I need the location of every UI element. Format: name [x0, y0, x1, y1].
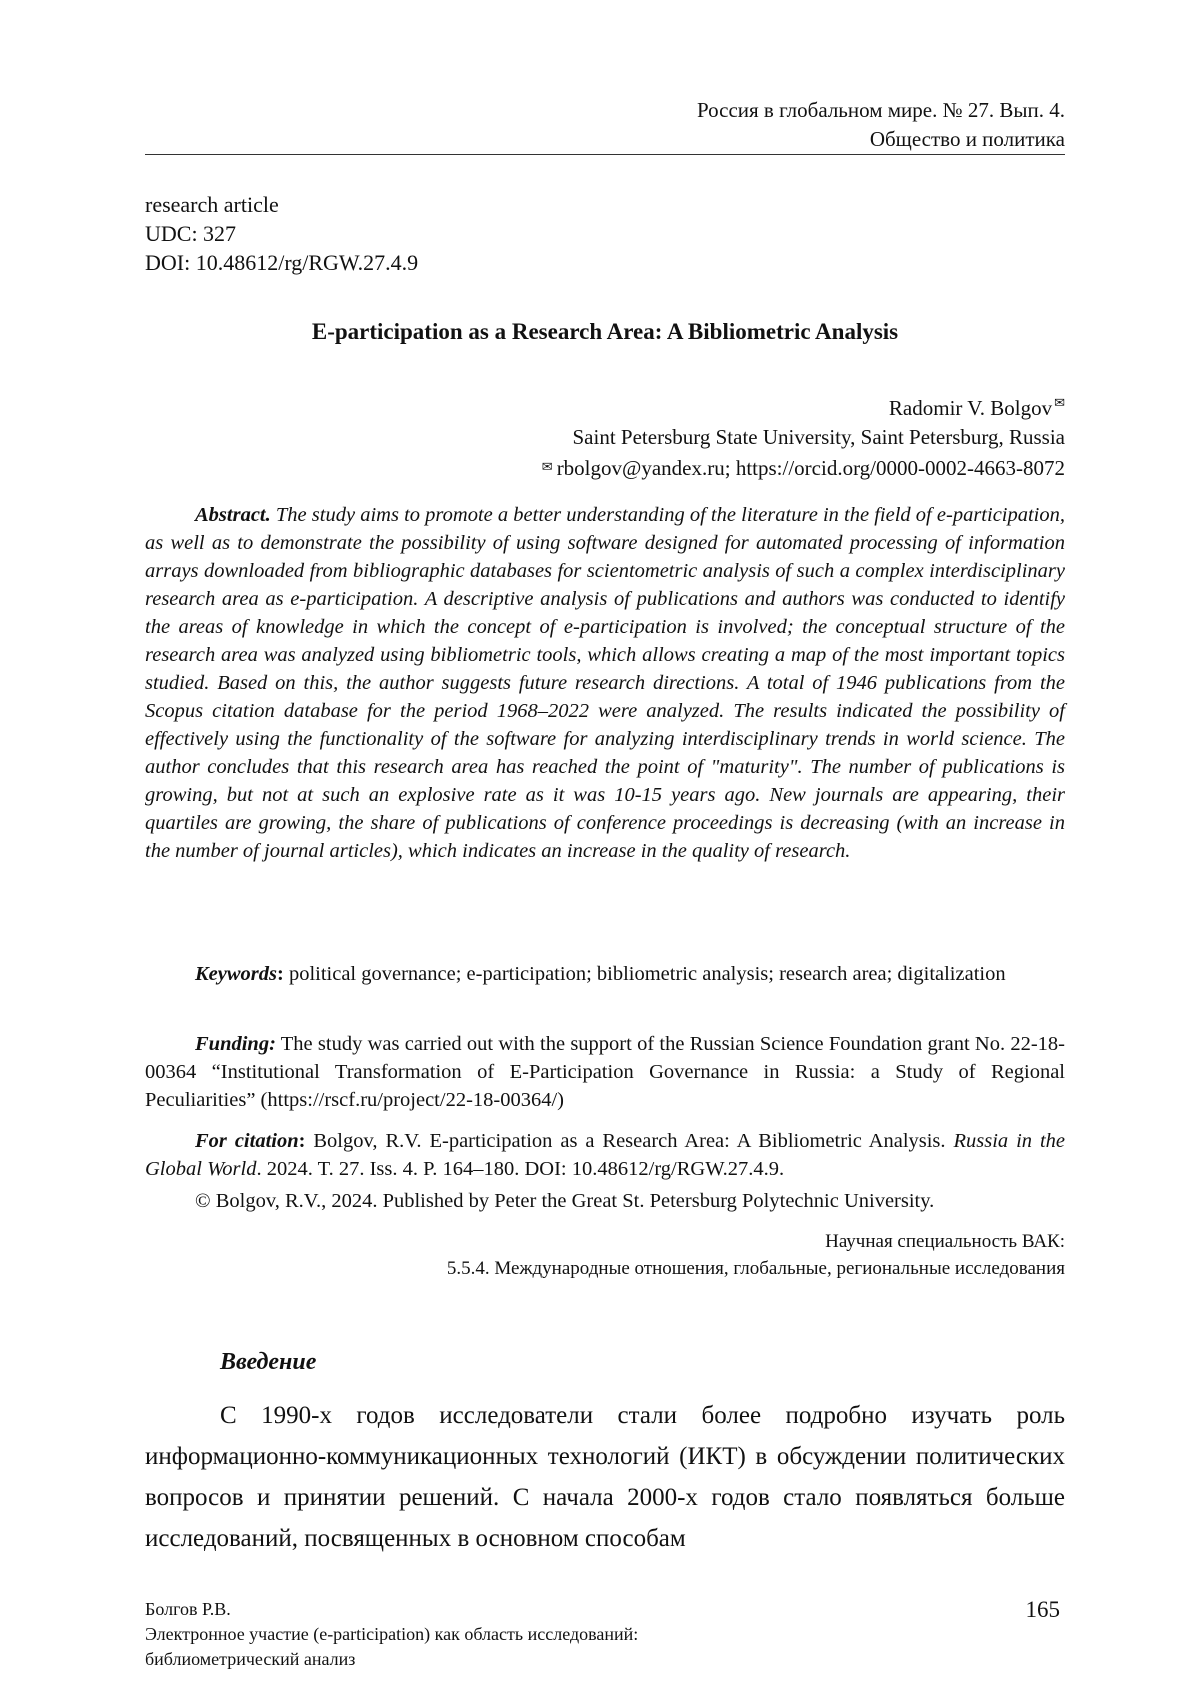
article-title: E-participation as a Research Area: A Bibliometric Analysis [311, 319, 899, 344]
article-meta [145, 190, 418, 277]
running-header [145, 96, 1065, 154]
citation-label: For citation [195, 1130, 299, 1152]
author-affiliation: Saint Petersburg State University, Saint Petersburg, Russia [572, 425, 1065, 449]
running-footer [145, 1597, 638, 1672]
abstract [145, 501, 1065, 865]
footer-author: Болгов Р.В. [145, 1599, 231, 1619]
specialty-label: Научная специальность ВАК: [825, 1231, 1065, 1252]
article-udc: UDC: 327 [145, 221, 237, 246]
funding [145, 1030, 1065, 1114]
footer-title-line1: Электронное участие (e-participation) как область исследований: [145, 1624, 639, 1644]
citation-colon: : [298, 1130, 306, 1152]
article-type: research article [145, 192, 279, 217]
funding-label: Funding: [195, 1033, 276, 1055]
section-heading: Введение [220, 1349, 317, 1375]
funding-text: The study was carried out with the support of the Russian Science Foundation grant No. 22-18-00364 “Institutional Transformation of E-Participation Governance in Russia: a Study of Regional Peculiarities” (https://rscf.ru/project/22-18-00364/) [145, 1033, 1065, 1111]
citation-text-after: . 2024. T. 27. Iss. 4. P. 164–180. DOI: 10.48612/rg/RGW.27.4.9. [256, 1158, 785, 1180]
abstract-label: Abstract. [195, 504, 271, 526]
intro-paragraph: С 1990-х годов исследователи стали более подробно изучать роль информационно-коммуникационных технологий (ИКТ) в обсуждении политических вопросов и принятии решений. С начала 2000-х годов стало появляться больше исследований, посвященных в основном способам [145, 1402, 1065, 1552]
author-block [145, 388, 1065, 483]
specialty-value: 5.5.4. Международные отношения, глобальные, региональные исследования [446, 1258, 1065, 1279]
header-section-line: Общество и политика [869, 127, 1065, 151]
author-contact-line [145, 452, 1065, 483]
footer-title-line2: библиометрический анализ [145, 1649, 356, 1669]
envelope-icon: ✉ [541, 459, 553, 474]
citation-text-before: Bolgov, R.V. E-participation as a Research Area: A Bibliometric Analysis. [305, 1130, 954, 1152]
copyright: © Bolgov, R.V., 2024. Published by Peter the Great St. Petersburg Polytechnic University. [195, 1190, 935, 1212]
envelope-icon: ✉ [1054, 395, 1065, 410]
vak-specialty [145, 1228, 1065, 1282]
author-name: Radomir V. Bolgov [888, 396, 1053, 420]
header-divider [145, 154, 1065, 155]
keywords-colon: : [277, 963, 284, 985]
citation [145, 1127, 1065, 1183]
author-line [145, 388, 1065, 423]
article-doi: DOI: 10.48612/rg/RGW.27.4.9 [145, 250, 419, 275]
abstract-text: The study aims to promote a better understanding of the literature in the field of e-participation, as well as to demonstrate the possibility of using software designed for automated processing of information arrays downloaded from bibliographic databases for scientometric analysis of such a complex interdisciplinary research area as e-participation. A descriptive analysis of publications and authors was conducted to identify the areas of knowledge in which the concept of e-participation is involved; the conceptual structure of the research area was analyzed using bibliometric tools, which allows creating a map of the most important topics studied. Based on this, the author suggests future research directions. A total of 1946 publications from the Scopus citation database for the period 1968–2022 were analyzed. The results indicated the possibility of effectively using the functionality of the software for analyzing interdisciplinary trends in world science. The author concludes that this research area has reached the point of "maturity". The number of publications is growing, but not at such an explosive rate as it was 10-15 years ago. New journals are appearing, their quartiles are growing, the share of publications of conference proceedings is decreasing (with an increase in the number of journal articles), which indicates an increase in the quality of research. [145, 504, 1066, 862]
keywords [145, 960, 1065, 988]
page-number: 165 [1025, 1597, 1060, 1622]
header-journal-line: Россия в глобальном мире. № 27. Вып. 4. [696, 98, 1065, 122]
author-contact: rbolgov@yandex.ru; https://orcid.org/0000-0002-4663-8072 [556, 456, 1065, 480]
citation-journal: Russia in the Global World [145, 1130, 1065, 1180]
keywords-label: Keywords [195, 963, 277, 985]
keywords-text: political governance; e-participation; bibliometric analysis; research area; digitalization [283, 963, 1006, 985]
